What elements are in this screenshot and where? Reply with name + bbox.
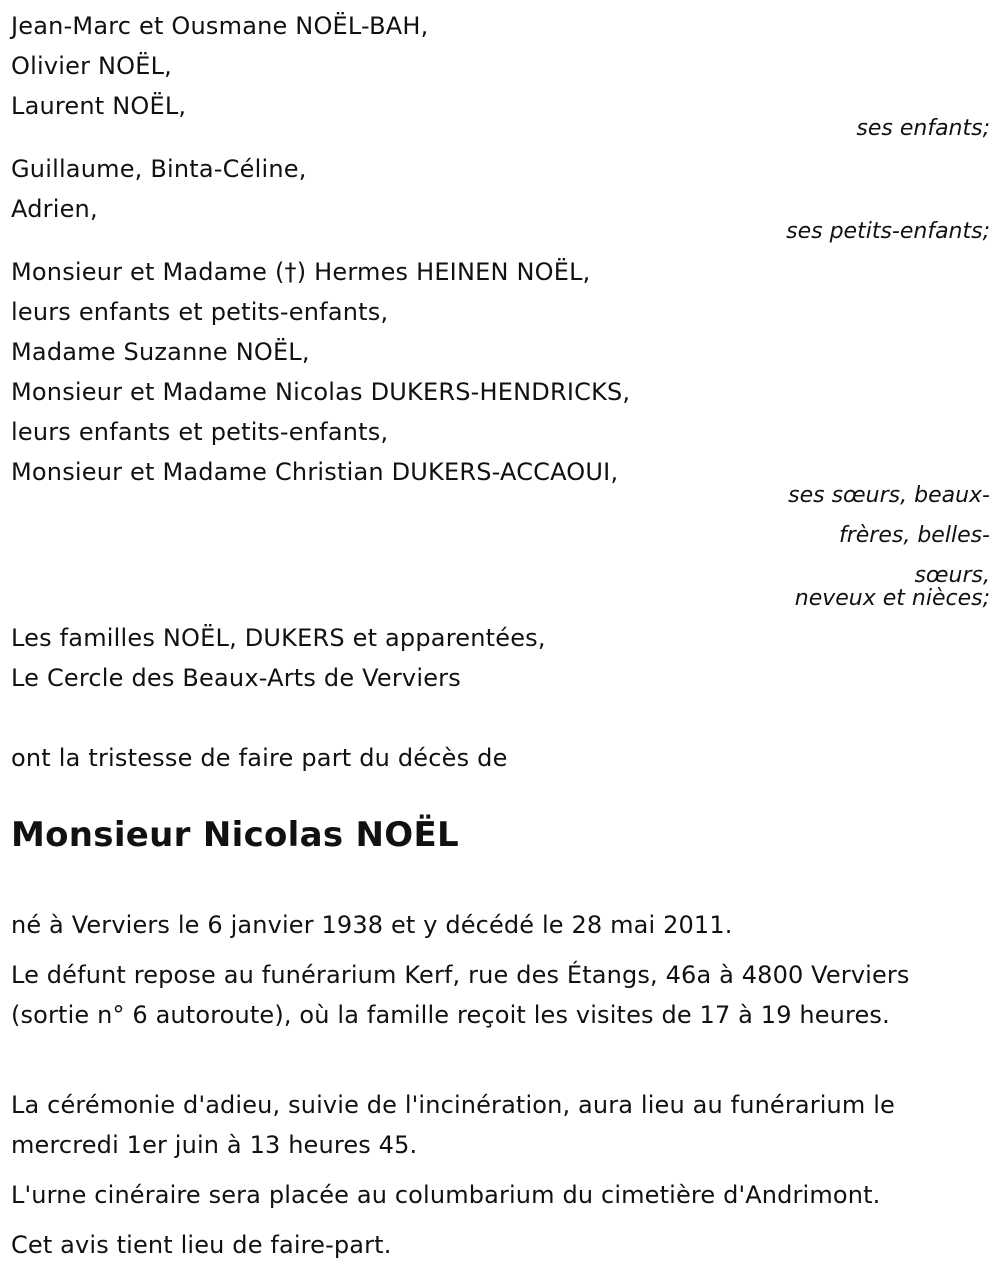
family-member-line: Le Cercle des Beaux-Arts de Verviers	[11, 664, 461, 692]
family-member-line: Guillaume, Binta-Céline,	[11, 155, 307, 183]
notice-statement: Cet avis tient lieu de faire-part.	[11, 1231, 392, 1259]
funeral-home-info: Le défunt repose au funérarium Kerf, rue des Étangs, 46a à 4800 Verviers (sortie n° 6 autoroute), où la famille reçoit les visites de 17 à 19 heures.	[11, 961, 910, 1029]
ceremony-info: La cérémonie d'adieu, suivie de l'incinération, aura lieu au funérarium le mercredi 1er juin à 13 heures 45.	[11, 1091, 895, 1159]
announcement-text: ont la tristesse de faire part du décès de	[11, 744, 508, 772]
birth-death-info: né à Verviers le 6 janvier 1938 et y décédé le 28 mai 2011.	[11, 911, 733, 939]
relation-label: neveux et nièces;	[794, 586, 990, 611]
relation-label: frères, belles-	[838, 523, 990, 548]
deceased-name: Monsieur Nicolas NOËL	[11, 815, 460, 855]
relation-label: ses petits-enfants;	[786, 219, 990, 244]
family-member-line: leurs enfants et petits-enfants,	[11, 418, 389, 446]
family-member-line: Madame Suzanne NOËL,	[11, 338, 310, 366]
family-member-line: leurs enfants et petits-enfants,	[11, 298, 389, 326]
family-member-line: Laurent NOËL,	[11, 92, 187, 120]
relation-label: ses enfants;	[856, 116, 990, 141]
family-member-line: Les familles NOËL, DUKERS et apparentées,	[11, 624, 546, 652]
family-member-line: Olivier NOËL,	[11, 52, 172, 80]
family-member-line: Monsieur et Madame (†) Hermes HEINEN NOËL,	[11, 258, 591, 286]
relation-label: ses sœurs, beaux-	[788, 483, 990, 508]
family-member-line: Monsieur et Madame Christian DUKERS-ACCAOUI,	[11, 458, 619, 486]
family-member-line: Adrien,	[11, 195, 98, 223]
family-member-line: Jean-Marc et Ousmane NOËL-BAH,	[11, 12, 429, 40]
relation-label: sœurs,	[914, 563, 990, 588]
urn-info: L'urne cinéraire sera placée au columbarium du cimetière d'Andrimont.	[11, 1181, 881, 1209]
family-member-line: Monsieur et Madame Nicolas DUKERS-HENDRICKS,	[11, 378, 631, 406]
